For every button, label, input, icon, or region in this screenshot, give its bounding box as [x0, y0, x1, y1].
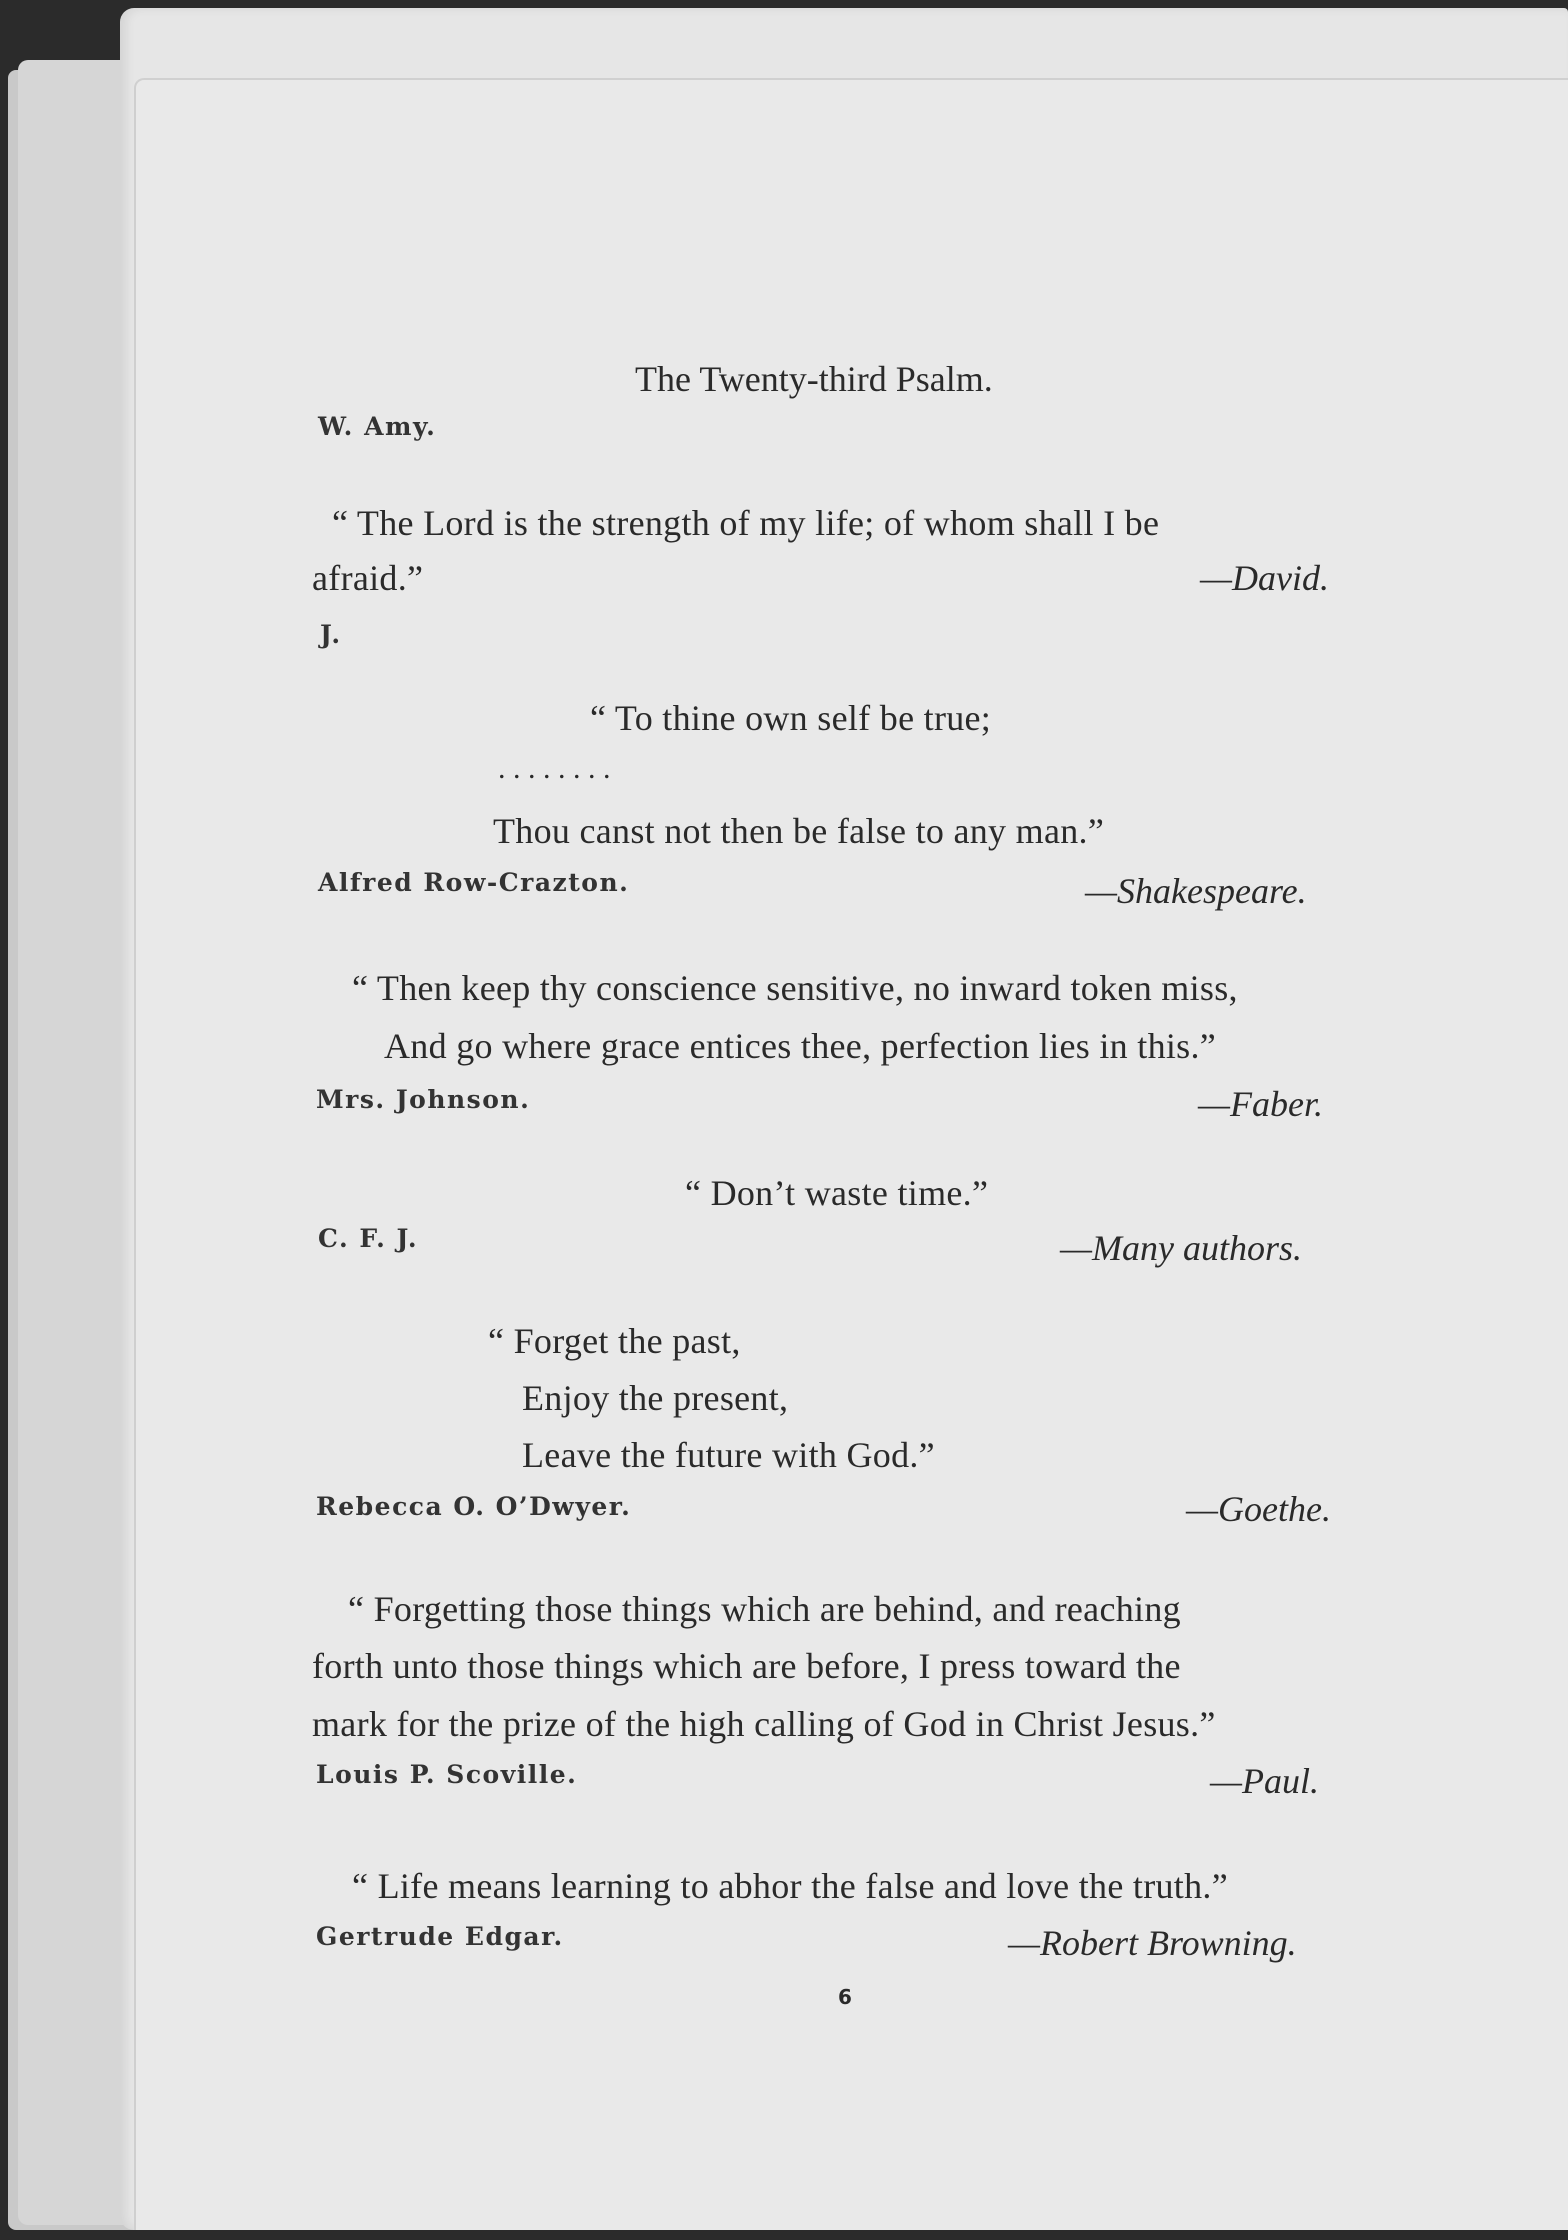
contributor-name: J.: [320, 620, 342, 649]
quote-author: —Paul.: [1210, 1761, 1320, 1801]
quote-author: —Robert Browning.: [1008, 1923, 1297, 1963]
quote-line: “ Don’t waste time.”: [685, 1173, 989, 1213]
contributor-name: Rebecca O. O’Dwyer.: [316, 1492, 632, 1521]
quote-line: “ The Lord is the strength of my life; of whom shall I be: [332, 503, 1160, 543]
contributor-name: W. Amy.: [318, 412, 437, 441]
quote-line: afraid.”: [312, 558, 424, 598]
quote-author: —Shakespeare.: [1085, 871, 1307, 911]
ellipsis-line: . . . . . . . .: [498, 752, 611, 785]
psalm-title: The Twenty-third Psalm.: [635, 359, 993, 399]
quote-line: forth unto those things which are before, I press toward the: [312, 1646, 1181, 1686]
quote-line: “ To thine own self be true;: [590, 698, 992, 738]
quote-author: —Goethe.: [1186, 1489, 1331, 1529]
contributor-name: C. F. J.: [318, 1224, 419, 1253]
quote-line: Enjoy the present,: [522, 1378, 789, 1418]
quote-line: “ Life means learning to abhor the false and love the truth.”: [352, 1866, 1228, 1906]
contributor-name: Gertrude Edgar.: [316, 1922, 564, 1951]
quote-line: Thou canst not then be false to any man.”: [493, 811, 1105, 851]
contributor-name: Louis P. Scoville.: [316, 1760, 578, 1789]
quote-line: And go where grace entices thee, perfection lies in this.”: [384, 1026, 1217, 1066]
quote-line: mark for the prize of the high calling of God in Christ Jesus.”: [312, 1704, 1216, 1744]
contributor-name: Alfred Row-Crazton.: [318, 868, 630, 897]
quote-line: “ Forget the past,: [488, 1321, 741, 1361]
contributor-name: Mrs. Johnson.: [316, 1085, 531, 1114]
quote-author: —David.: [1200, 558, 1329, 598]
page-number: 6: [838, 1985, 852, 2009]
quote-line: “ Then keep thy conscience sensitive, no inward token miss,: [352, 968, 1238, 1008]
quote-author: —Many authors.: [1060, 1228, 1302, 1268]
page-inner: [134, 78, 1568, 2230]
quote-author: —Faber.: [1198, 1084, 1323, 1124]
quote-line: Leave the future with God.”: [522, 1435, 935, 1475]
quote-line: “ Forgetting those things which are behind, and reaching: [348, 1589, 1181, 1629]
